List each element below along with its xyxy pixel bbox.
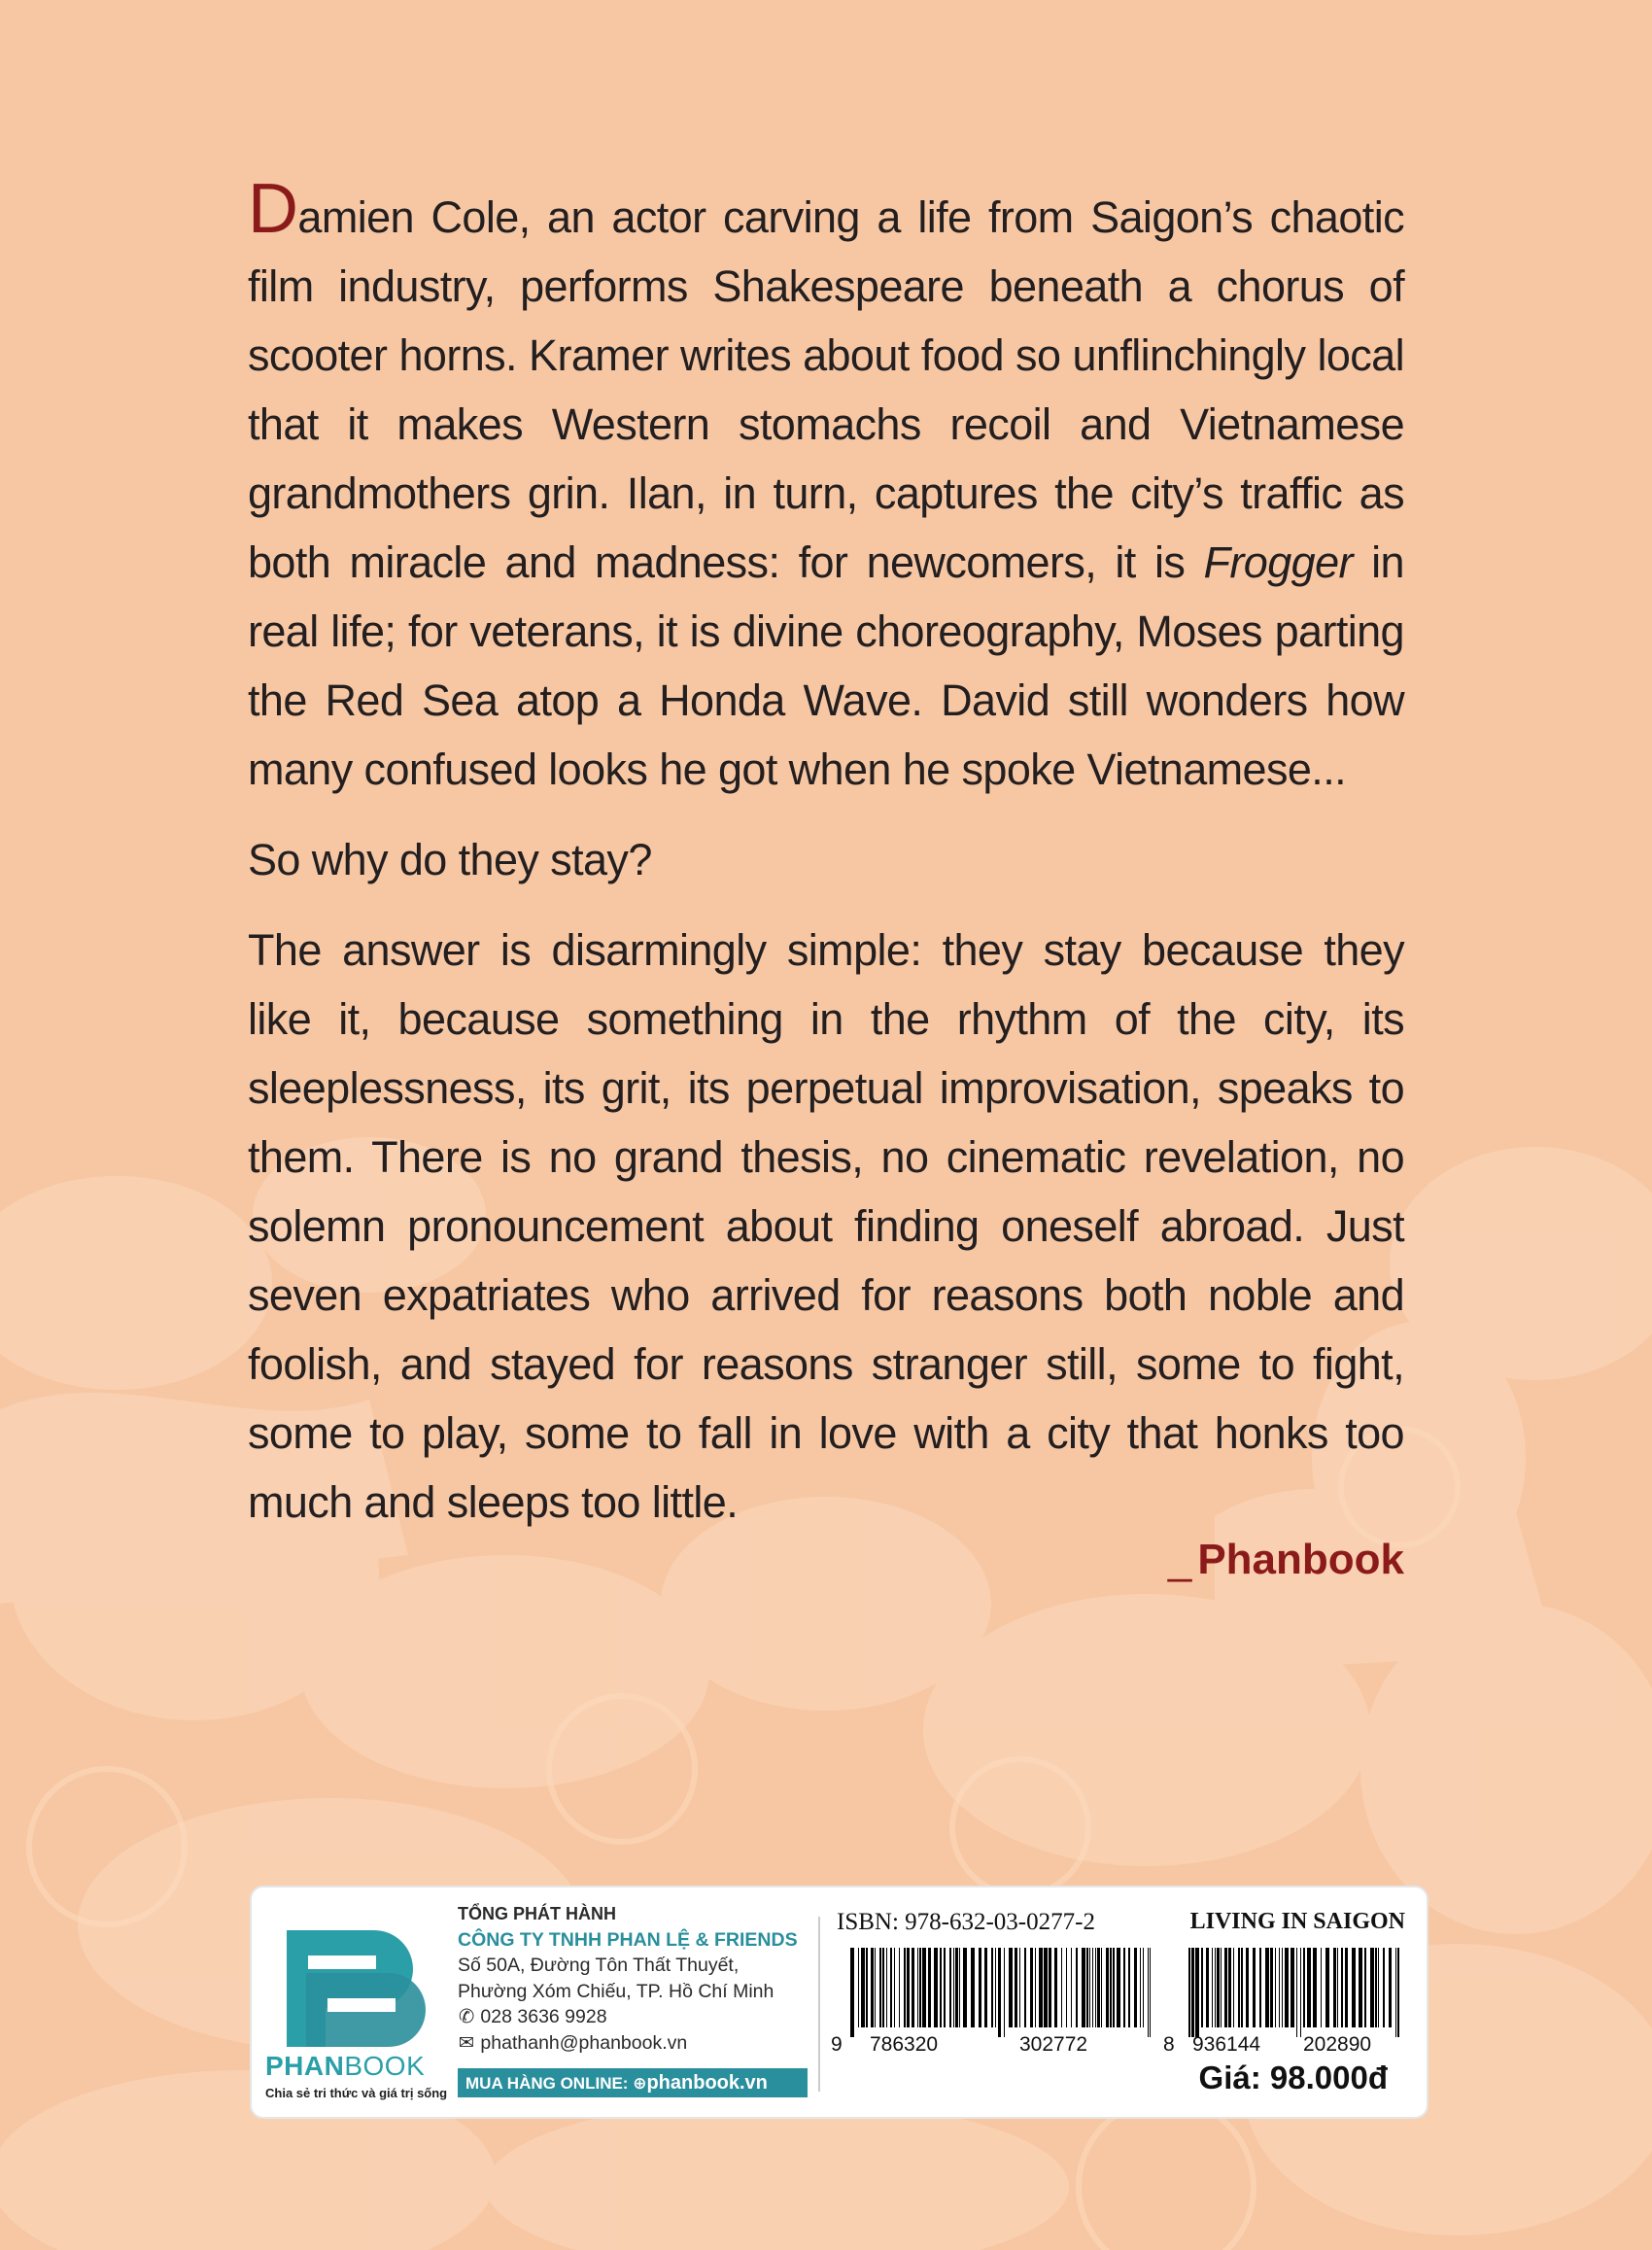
barcode-bar xyxy=(922,1948,926,2027)
barcode-bar xyxy=(1265,1948,1269,2027)
barcode-bar xyxy=(1106,1948,1109,2027)
email-icon: ✉ xyxy=(458,2031,475,2054)
address-line-2: Phường Xóm Chiếu, TP. Hồ Chí Minh xyxy=(458,1980,774,2002)
barcode-bar xyxy=(1337,1948,1338,2027)
barcode-bar xyxy=(907,1948,910,2027)
globe-icon: ⊕ xyxy=(633,2074,647,2093)
publisher-details xyxy=(458,1901,808,2056)
barcode-bar xyxy=(1275,1948,1276,2027)
paragraph-2: So why do they stay? xyxy=(248,835,652,884)
barcode-bar xyxy=(1117,1948,1120,2027)
barcode-bar xyxy=(1383,1948,1385,2027)
barcode-bar xyxy=(1009,1948,1013,2027)
barcode-bar xyxy=(1233,1948,1234,2027)
barcode-bar xyxy=(944,1948,946,2027)
barcode-bar xyxy=(1259,1948,1261,2027)
paragraph-1 xyxy=(248,170,1404,804)
barcode-bar xyxy=(1049,1948,1051,2027)
barcode-bar xyxy=(1325,1948,1329,2027)
barcode-bar xyxy=(1148,1948,1149,2037)
barcode-bar xyxy=(1282,1948,1283,2027)
barcode1-digits-right: 302772 xyxy=(1019,2033,1088,2056)
barcode-bar xyxy=(1238,1948,1240,2027)
barcode-bar xyxy=(1224,1948,1227,2027)
logo-name-bold: PHAN xyxy=(265,2051,345,2081)
barcode-bar xyxy=(1215,1948,1216,2027)
barcode-bar xyxy=(1395,1948,1396,2037)
barcode-bar xyxy=(1140,1948,1141,2027)
barcode-bar xyxy=(995,1948,996,2027)
barcode-bar xyxy=(1024,1948,1026,2027)
shop-online-bar[interactable] xyxy=(458,2068,808,2097)
divider xyxy=(818,1917,820,2092)
barcode-bar xyxy=(858,1948,859,2027)
barcode-bar xyxy=(1191,1948,1194,2037)
barcode-bar xyxy=(955,1948,958,2027)
barcode-bar xyxy=(991,1948,993,2027)
barcode-bar xyxy=(1201,1948,1203,2027)
barcode-bar xyxy=(1291,1948,1294,2027)
address-line-1: Số 50A, Đường Tôn Thất Thuyết, xyxy=(458,1955,740,1976)
barcode-bar xyxy=(1378,1948,1379,2027)
barcode-bar xyxy=(1113,1948,1115,2027)
product-barcode xyxy=(1185,1948,1408,2037)
barcode-bar xyxy=(979,1948,981,2027)
barcode-bar xyxy=(1285,1948,1289,2027)
barcode-bar xyxy=(1143,1948,1144,2027)
barcode-bar xyxy=(1015,1948,1017,2027)
barcode-bar xyxy=(871,1948,874,2027)
barcode2-digits-right: 202890 xyxy=(1303,2033,1372,2056)
barcode-bar xyxy=(1134,1948,1137,2027)
barcode-bar xyxy=(1364,1948,1366,2027)
email-row xyxy=(458,2030,808,2057)
barcode-bar xyxy=(1333,1948,1336,2027)
barcode-bar xyxy=(1066,1948,1067,2027)
barcode-bar xyxy=(1206,1948,1209,2027)
barcode-bar xyxy=(1397,1948,1399,2037)
barcode-bar xyxy=(940,1948,942,2027)
barcode-bar xyxy=(894,1948,895,2027)
barcode-bar xyxy=(1370,1948,1374,2027)
barcode-bar xyxy=(850,1948,854,2037)
barcode-bar xyxy=(1089,1948,1090,2027)
barcode1-digits-left: 786320 xyxy=(870,2033,939,2056)
barcode-bar xyxy=(1246,1948,1249,2027)
barcode-bar xyxy=(953,1948,954,2027)
barcode-bar xyxy=(1097,1948,1100,2027)
barcode-bar xyxy=(928,1948,931,2027)
barcode-bar xyxy=(1352,1948,1356,2027)
distributor-label: TỔNG PHÁT HÀNH xyxy=(458,1904,616,1923)
barcode-bar xyxy=(861,1948,865,2027)
barcode-bar xyxy=(1389,1948,1392,2027)
isbn-barcode xyxy=(846,1948,1157,2037)
barcode-bar xyxy=(1128,1948,1130,2027)
barcode-bar xyxy=(1321,1948,1322,2027)
barcode-bar xyxy=(1313,1948,1317,2027)
barcode-bar xyxy=(1092,1948,1093,2027)
phone-icon: ✆ xyxy=(458,2006,475,2027)
barcode2-digit-lead: 8 xyxy=(1163,2033,1175,2056)
barcode-bar xyxy=(866,1948,868,2027)
barcode-bar xyxy=(1076,1948,1078,2027)
barcode-bar xyxy=(919,1948,921,2027)
barcode-bar xyxy=(1228,1948,1231,2027)
signature xyxy=(1168,1536,1404,1584)
barcode-bar xyxy=(1300,1948,1301,2037)
barcode-bar xyxy=(1071,1948,1072,2027)
barcode-bar xyxy=(1039,1948,1043,2027)
barcode-bar xyxy=(890,1948,892,2027)
barcode2-digits-left: 936144 xyxy=(1192,2033,1261,2056)
paragraph-3: The answer is disarmingly simple: they stay because they like it, because something in the rhythm of the city, its sleeplessness, its grit, its perpetual improvisation, speaks to them. There is no grand thesis, no cinematic revelation, no solemn pronouncement about finding oneself abroad. Just seven expatriates who arrived for reasons both noble and foolish, and stayed for reasons stranger still, some to fight, some to play, some to fall in love with a city that honks too much and sleeps too little. xyxy=(248,925,1404,1527)
barcode-bar xyxy=(1150,1948,1151,2037)
logo-name-light: BOOK xyxy=(344,2051,426,2081)
barcode-bar xyxy=(934,1948,938,2027)
barcode-bar xyxy=(1212,1948,1213,2027)
shop-url[interactable]: phanbook.vn xyxy=(646,2072,768,2094)
barcode-bar xyxy=(1241,1948,1243,2027)
barcode-bar xyxy=(1095,1948,1096,2027)
barcode-bar xyxy=(899,1948,900,2027)
barcode-bar xyxy=(1082,1948,1085,2027)
barcode-bar xyxy=(949,1948,951,2027)
blurb-text xyxy=(248,170,1404,1558)
barcode-bar xyxy=(1375,1948,1377,2027)
book-title: LIVING IN SAIGON xyxy=(1189,1909,1405,1934)
barcode-bar xyxy=(1123,1948,1125,2027)
signature-dash: _ xyxy=(1167,1536,1192,1583)
barcode-bar xyxy=(1101,1948,1102,2027)
barcode-bar xyxy=(1110,1948,1112,2027)
barcode-bar xyxy=(1270,1948,1273,2027)
logo-name xyxy=(265,2051,440,2082)
logo-tagline: Chia sẻ tri thức và giá trị sống xyxy=(265,2086,448,2100)
publisher-info-box xyxy=(250,1886,1428,2119)
barcode-bar xyxy=(882,1948,884,2027)
barcode-bar xyxy=(1086,1948,1088,2027)
email-address[interactable]: phathanh@phanbook.vn xyxy=(480,2031,688,2054)
paragraph-1-text: amien Cole, an actor carving a life from Saigon’s chaotic film industry, performs Shakespeare beneath a chorus of scooter horns. Kramer writes about food so unflinchingly local that it makes Western stomachs recoil and Vietnamese grandmothers grin. Ilan, in turn, captures the city’s traffic as both miracle and madness: for newcomers, it is xyxy=(248,192,1404,587)
barcode-bar xyxy=(971,1948,975,2027)
shop-label: MUA HÀNG ONLINE: xyxy=(465,2074,629,2093)
isbn-text: ISBN: 978-632-03-0277-2 xyxy=(837,1909,1095,1935)
barcode-bar xyxy=(984,1948,987,2027)
company-name: CÔNG TY TNHH PHAN LỆ & FRIENDS xyxy=(458,1928,798,1951)
barcode-bar xyxy=(1303,1948,1305,2027)
barcode-bar xyxy=(879,1948,881,2027)
barcode-bar xyxy=(904,1948,906,2027)
barcode1-digit-lead: 9 xyxy=(831,2033,843,2056)
barcode-bar xyxy=(1030,1948,1033,2027)
price: Giá: 98.000đ xyxy=(1198,2060,1388,2095)
phone-number[interactable]: 028 3636 9928 xyxy=(480,2006,607,2027)
barcode-bar xyxy=(1307,1948,1311,2027)
barcode-bar xyxy=(1054,1948,1057,2027)
barcode-bar xyxy=(1019,1948,1020,2027)
barcode-bar xyxy=(917,1948,918,2027)
frogger-title: Frogger xyxy=(1203,537,1353,587)
barcode-bar xyxy=(959,1948,960,2027)
barcode-bar xyxy=(1296,1948,1297,2037)
barcode-bar xyxy=(1253,1948,1256,2027)
barcode-bar xyxy=(912,1948,914,2027)
barcode-bar xyxy=(1217,1948,1220,2027)
barcode-bar xyxy=(1345,1948,1348,2027)
phone-row xyxy=(458,2004,808,2030)
barcode-bar xyxy=(963,1948,967,2027)
drop-cap: D xyxy=(248,170,298,248)
barcode-bar xyxy=(1359,1948,1362,2027)
signature-name: Phanbook xyxy=(1197,1536,1404,1583)
barcode-bar xyxy=(1044,1948,1048,2027)
barcode-bar xyxy=(1188,1948,1190,2037)
barcode-bar xyxy=(875,1948,876,2027)
barcode-bar xyxy=(1061,1948,1062,2027)
barcode-bar xyxy=(1004,1948,1005,2037)
barcode-bar xyxy=(886,1948,887,2027)
barcode-bar xyxy=(998,1948,1001,2037)
barcode-bar xyxy=(1195,1948,1199,2037)
phanbook-logo-icon xyxy=(267,1913,437,2059)
paragraph-1-end: in real life; for veterans, it is divine choreography, Moses parting the Red Sea atop a Honda Wave. David still wonders how many confused looks he got when he spoke Vietnamese... xyxy=(248,537,1404,794)
barcode-bar xyxy=(1035,1948,1036,2027)
barcode-bar xyxy=(1221,1948,1222,2027)
barcode-bar xyxy=(1279,1948,1280,2027)
barcode-bar xyxy=(1341,1948,1343,2027)
